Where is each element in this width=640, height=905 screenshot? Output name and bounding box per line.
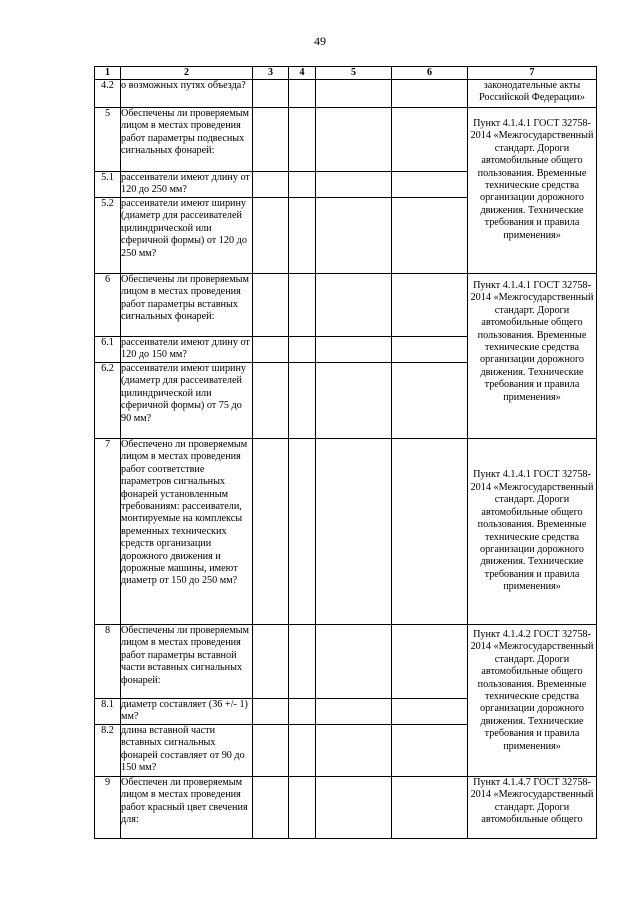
blank-cell — [392, 172, 468, 198]
table-row — [95, 108, 597, 172]
column-header: 2 — [121, 67, 253, 80]
item-number: 9 — [95, 776, 121, 838]
blank-cell — [253, 108, 289, 172]
item-question: диаметр составляет (36 +/- 1) мм? — [121, 699, 253, 725]
blank-cell — [392, 80, 468, 108]
item-question: Обеспечено ли проверяемым лицом в местах проведения работ соответствие параметров сигнальных фонарей установленным требованиям: рассеиватели, монтируемые на комплексы временных технических средств организации дорожного движения и дорожные машины, имеют диаметр от 150 до 250 мм? — [121, 439, 253, 625]
blank-cell — [392, 439, 468, 625]
blank-cell — [289, 699, 316, 725]
blank-cell — [253, 198, 289, 274]
blank-cell — [253, 363, 289, 439]
blank-cell — [289, 363, 316, 439]
item-number: 5.1 — [95, 172, 121, 198]
blank-cell — [316, 198, 392, 274]
blank-cell — [289, 625, 316, 699]
column-header: 1 — [95, 67, 121, 80]
blank-cell — [289, 776, 316, 838]
item-question: о возможных путях объезда? — [121, 80, 253, 108]
item-question: рассеиватели имеют ширину (диаметр для рассеивателей цилиндрической или сферичной формы) от 75 до 90 мм? — [121, 363, 253, 439]
blank-cell — [392, 274, 468, 337]
blank-cell — [253, 439, 289, 625]
blank-cell — [392, 699, 468, 725]
blank-cell — [316, 337, 392, 363]
item-number: 6.2 — [95, 363, 121, 439]
item-number: 8 — [95, 625, 121, 699]
blank-cell — [253, 625, 289, 699]
table-row — [95, 274, 597, 337]
blank-cell — [253, 172, 289, 198]
blank-cell — [316, 625, 392, 699]
blank-cell — [289, 274, 316, 337]
checklist-table — [94, 66, 597, 839]
item-question: рассеиватели имеют длину от 120 до 150 мм? — [121, 337, 253, 363]
blank-cell — [316, 724, 392, 776]
legal-reference: Пункт 4.1.4.2 ГОСТ 32758-2014 «Межгосударственный стандарт. Дороги автомобильные общего пользования. Временные технические средства организации дорожного движения. Технические требования и правила применения» — [468, 625, 597, 777]
blank-cell — [316, 699, 392, 725]
legal-reference: Пункт 4.1.4.1 ГОСТ 32758-2014 «Межгосударственный стандарт. Дороги автомобильные общего пользования. Временные технические средства организации дорожного движения. Технические требования и правила применения» — [468, 274, 597, 439]
blank-cell — [253, 776, 289, 838]
blank-cell — [392, 108, 468, 172]
item-number: 6.1 — [95, 337, 121, 363]
blank-cell — [392, 724, 468, 776]
legal-reference: Пункт 4.1.4.1 ГОСТ 32758-2014 «Межгосударственный стандарт. Дороги автомобильные общего пользования. Временные технические средства организации дорожного движения. Технические требования и правила применения» — [468, 439, 597, 625]
column-header: 3 — [253, 67, 289, 80]
column-header: 6 — [392, 67, 468, 80]
legal-reference: законодательные акты Российской Федерации» — [468, 80, 597, 108]
blank-cell — [316, 274, 392, 337]
blank-cell — [289, 724, 316, 776]
item-question: рассеиватели имеют ширину (диаметр для рассеивателей цилиндрической или сферичной формы) от 120 до 250 мм? — [121, 198, 253, 274]
item-question: рассеиватели имеют длину от 120 до 250 мм? — [121, 172, 253, 198]
item-number: 7 — [95, 439, 121, 625]
column-header: 4 — [289, 67, 316, 80]
blank-cell — [316, 439, 392, 625]
column-header: 7 — [468, 67, 597, 80]
blank-cell — [316, 776, 392, 838]
blank-cell — [289, 172, 316, 198]
blank-cell — [289, 439, 316, 625]
item-question: Обеспечены ли проверяемым лицом в местах проведения работ параметры вставных сигнальных фонарей: — [121, 274, 253, 337]
blank-cell — [289, 80, 316, 108]
blank-cell — [253, 80, 289, 108]
item-question: длина вставной части вставных сигнальных фонарей составляет от 90 до 150 мм? — [121, 724, 253, 776]
blank-cell — [289, 108, 316, 172]
blank-cell — [316, 363, 392, 439]
blank-cell — [392, 625, 468, 699]
blank-cell — [392, 337, 468, 363]
blank-cell — [392, 363, 468, 439]
table-row — [95, 776, 597, 838]
blank-cell — [392, 776, 468, 838]
blank-cell — [253, 274, 289, 337]
table-row — [95, 439, 597, 625]
blank-cell — [316, 80, 392, 108]
table-row — [95, 80, 597, 108]
blank-cell — [289, 198, 316, 274]
blank-cell — [289, 337, 316, 363]
blank-cell — [253, 699, 289, 725]
table-row — [95, 625, 597, 699]
table-header-row — [95, 67, 597, 80]
blank-cell — [253, 724, 289, 776]
legal-reference: Пункт 4.1.4.1 ГОСТ 32758-2014 «Межгосударственный стандарт. Дороги автомобильные общего пользования. Временные технические средства организации дорожного движения. Технические требования и правила применения» — [468, 108, 597, 274]
item-number: 5 — [95, 108, 121, 172]
page-number: 49 — [314, 34, 326, 48]
column-header: 5 — [316, 67, 392, 80]
item-question: Обеспечены ли проверяемым лицом в местах проведения работ параметры вставной части вставных сигнальных фонарей: — [121, 625, 253, 699]
blank-cell — [392, 198, 468, 274]
item-number: 5.2 — [95, 198, 121, 274]
blank-cell — [253, 337, 289, 363]
blank-cell — [316, 108, 392, 172]
item-question: Обеспечен ли проверяемым лицом в местах проведения работ красный цвет свечения для: — [121, 776, 253, 838]
item-question: Обеспечены ли проверяемым лицом в местах проведения работ параметры подвесных сигнальных фонарей: — [121, 108, 253, 172]
blank-cell — [316, 172, 392, 198]
item-number: 6 — [95, 274, 121, 337]
legal-reference: Пункт 4.1.4.7 ГОСТ 32758-2014 «Межгосударственный стандарт. Дороги автомобильные общего — [468, 776, 597, 838]
item-number: 4.2 — [95, 80, 121, 108]
item-number: 8.1 — [95, 699, 121, 725]
item-number: 8.2 — [95, 724, 121, 776]
